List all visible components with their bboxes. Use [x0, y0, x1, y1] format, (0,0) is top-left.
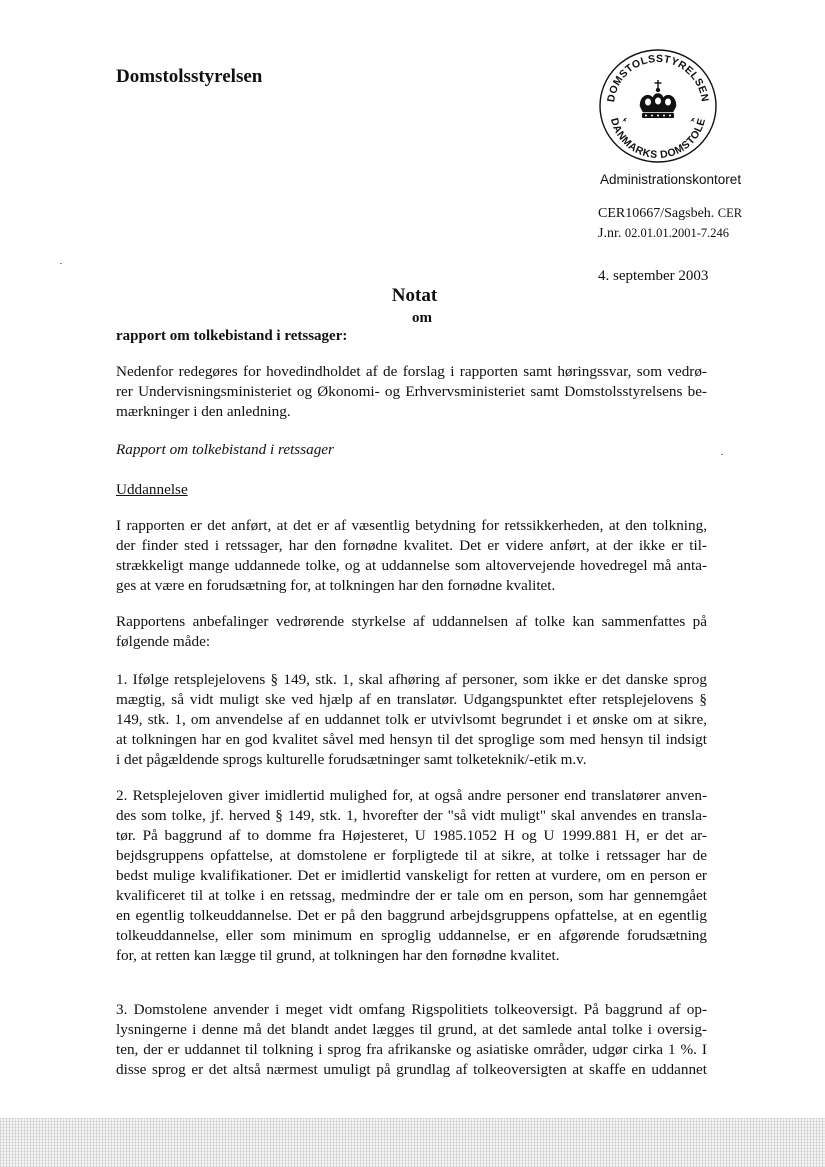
paragraph	[116, 670, 707, 770]
scan-speck	[721, 454, 723, 455]
case-reference-prefix: CER10667/Sagsbeh.	[598, 206, 718, 221]
text-line: kvalificeret til at tolke i en retssag, medmindre der er tale om en person, som har gennemgået	[116, 887, 707, 904]
text-line: en egentlig tolkeuddannelse. Det er på den baggrund arbejdsgruppens opfattelse, at en egentlig	[116, 907, 707, 924]
journal-number-label: J.nr.	[598, 226, 625, 241]
document-date: 4. september 2003	[598, 268, 709, 284]
text-line: der finder sted i retssager, har den fornødne kvalitet. Det er videre anført, at der ikke er til-	[116, 537, 707, 554]
organization-name: Domstolsstyrelsen	[116, 66, 263, 87]
text-line: i det pågældende sprogs kulturelle forudsætninger samt tolketeknik/-etik m.v.	[116, 751, 587, 768]
text-line: mægtig, så vidt muligt ske ved hjælp af en translatør. Udgangspunktet efter retsplejelovens §	[116, 691, 707, 708]
star-icon	[690, 118, 695, 122]
text-line: 2. Retsplejeloven giver imidlertid mulighed for, at også andre personer end translatører anven-	[116, 787, 707, 804]
text-line: Rapportens anbefalinger vedrørende styrkelse af uddannelsen af tolke kan sammenfattes på	[116, 613, 707, 630]
text-line: ten, der er uddannet til tolkning i sprog fra afrikanske og asiatiske områder, udgør cirka 1 %. I	[116, 1041, 707, 1058]
text-line: I rapporten er det anført, at det er af væsentlig betydning for retssikkerheden, at den tolkning,	[116, 517, 707, 534]
scan-speck	[60, 263, 62, 264]
star-icon	[622, 118, 627, 122]
paragraph	[116, 786, 707, 966]
text-line: bedst mulige kvalifikationer. Det er imidlertid vanskeligt for retten at vurdere, om en person er	[116, 867, 707, 884]
text-line: des som tolke, jf. herved § 149, stk. 1, hvorefter der "så vidt muligt" skal anvendes en transla-	[116, 807, 707, 824]
paragraph	[116, 612, 707, 652]
paragraph	[116, 516, 707, 596]
document-subject: rapport om tolkebistand i retssager:	[116, 328, 348, 344]
text-line: rer Undervisningsministeriet og Økonomi- og Erhvervsministeriet samt Domstolsstyrelsens be-	[116, 383, 707, 400]
text-line: at tolkningen har en god kvalitet såvel med hensyn til det sproglige som med hensyn til indsigt	[116, 731, 707, 748]
text-line: for, at retten kan lægge til grund, at tolkningen har den fornødne kvalitet.	[116, 947, 560, 964]
journal-number-value: 02.01.01.2001-7.246	[624, 226, 730, 240]
document-title: Notat	[391, 285, 438, 306]
crown-icon	[640, 80, 676, 118]
seal-top-text: DOMSTOLSSTYRELSEN	[605, 52, 711, 103]
text-line: tør. På baggrund af to domme fra Højesteret, U 1985.1052 H og U 1999.881 H, er det ar-	[116, 827, 707, 844]
text-line: strækkeligt mange uddannede tolke, og at uddannelse som altovervejende hovedregel må anta-	[116, 557, 707, 574]
text-line: lysningerne i denne må det blandt andet lægges til grund, at det samlede antal tolke i oversig-	[116, 1021, 707, 1038]
text-line: 1. Ifølge retsplejelovens § 149, stk. 1, skal afhøring af personer, som ikke er det danske sprog	[116, 671, 707, 688]
section-heading: Rapport om tolkebistand i retssager	[116, 441, 334, 458]
seal-bottom-text: DANMARKS DOMSTOLE	[607, 116, 709, 162]
text-line: disse sprog er det altså nærmest umuligt på grundlag af tolkeoversigten at skaffe en uddannet	[116, 1061, 707, 1078]
text-line: 149, stk. 1, om anvendelse af en uddannet tolk er utvivlsomt begrundet i et ønske om at sikre,	[116, 711, 707, 728]
text-line: tolkeuddannelse, eller som minimum en sproglig uddannelse, er en afgørende forudsætning	[116, 927, 707, 944]
scan-artifact-strip	[0, 1118, 825, 1167]
seal-logo	[596, 44, 720, 168]
case-reference	[598, 206, 742, 222]
office-name: Administrationskontoret	[600, 172, 742, 187]
text-line: ges at være en forudsætning for, at tolkningen har den fornødne kvalitet.	[116, 577, 556, 594]
journal-number	[598, 226, 729, 242]
text-line: bejdsgruppens opfattelse, at domstolene er forpligtede til at sikre, at tolke i retssager har de	[116, 847, 707, 864]
title-connector: om	[412, 310, 432, 326]
text-line: mærkninger i den anledning.	[116, 403, 291, 420]
case-reference-initials: CER	[717, 206, 743, 220]
sub-heading: Uddannelse	[116, 481, 188, 498]
text-line: 3. Domstolene anvender i meget vidt omfang Rigspolitiets tolkeoversigt. På baggrund af op-	[116, 1001, 707, 1018]
text-line: følgende måde:	[116, 633, 211, 650]
paragraph	[116, 1000, 707, 1080]
intro-paragraph	[116, 362, 707, 422]
text-line: Nedenfor redegøres for hovedindholdet af de forslag i rapporten samt høringssvar, som vedrø-	[116, 363, 707, 380]
